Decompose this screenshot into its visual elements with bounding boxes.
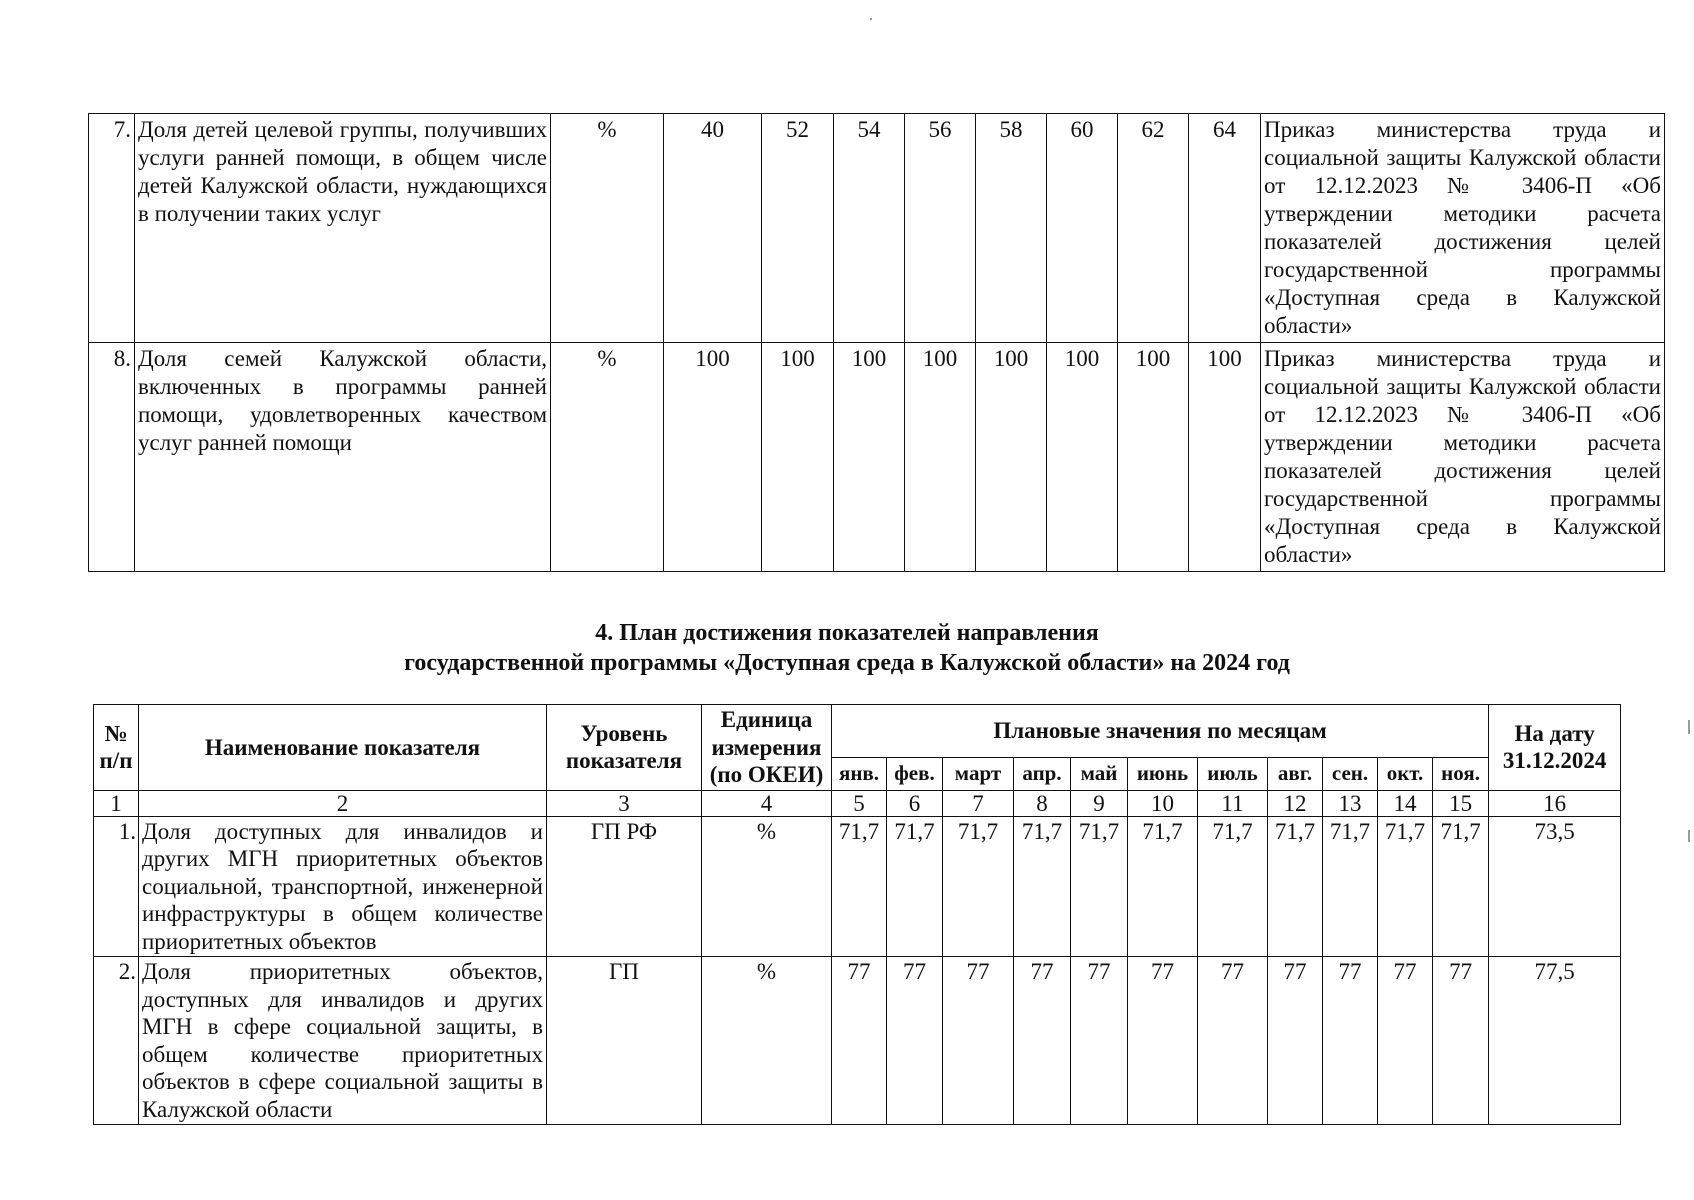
column-index-row [94, 790, 1621, 816]
row-number: 8. [89, 343, 135, 572]
month-value: 77 [887, 957, 943, 1125]
indicator-name: Доля доступных для инвалидов и других МГН приоритетных объектов социальной, транспортной, инженерной инфраструктуры в общем количестве приоритетных объектов [139, 816, 547, 957]
column-index: 16 [1489, 790, 1621, 816]
column-index: 6 [887, 790, 943, 816]
unit-cell: % [551, 114, 664, 343]
value-cell: 58 [976, 114, 1047, 343]
unit-cell: % [702, 816, 832, 957]
month-header: май [1071, 758, 1128, 790]
col-header-name: Наименование показателя [139, 705, 547, 791]
col-header-year-end: На дату 31.12.2024 [1489, 705, 1621, 791]
col-header-unit: Единица измерения (по ОКЕИ) [702, 705, 832, 791]
indicators-table-continuation [88, 113, 1665, 572]
section-heading [0, 618, 1694, 678]
indicator-name: Доля приоритетных объектов, доступных для инвалидов и других МГН в сфере социальной защиты, в общем количестве приоритетных объектов в сфере социальной защиты в Калужской области [139, 957, 547, 1125]
heading-line-1: 4. План достижения показателей направления [595, 620, 1099, 646]
month-header: фев. [887, 758, 943, 790]
value-cell: 100 [762, 343, 834, 572]
month-value: 71,7 [1198, 816, 1268, 957]
month-value: 71,7 [887, 816, 943, 957]
table-row [89, 343, 1665, 572]
month-value: 77 [1268, 957, 1323, 1125]
row-number: 7. [89, 114, 135, 343]
month-header: июнь [1128, 758, 1198, 790]
value-cell: 100 [905, 343, 976, 572]
column-index: 3 [547, 790, 702, 816]
year-end-value: 77,5 [1489, 957, 1621, 1125]
value-cell: 100 [664, 343, 762, 572]
month-value: 71,7 [1268, 816, 1323, 957]
value-cell: 52 [762, 114, 834, 343]
month-value: 77 [1378, 957, 1433, 1125]
column-index: 11 [1198, 790, 1268, 816]
indicator-name: Доля детей целевой группы, получивших услуги ранней помощи, в общем числе детей Калужской области, нуждающихся в получении таких услуг [135, 114, 551, 343]
table-row [89, 114, 1665, 343]
month-header: сен. [1323, 758, 1378, 790]
scan-artifact [870, 18, 872, 20]
month-header: авг. [1268, 758, 1323, 790]
scan-artifact [1688, 720, 1690, 734]
month-header: март [943, 758, 1014, 790]
col-header-monthly: Плановые значения по месяцам [832, 705, 1489, 758]
value-cell: 60 [1047, 114, 1118, 343]
column-index: 8 [1014, 790, 1071, 816]
column-index: 12 [1268, 790, 1323, 816]
month-value: 77 [1323, 957, 1378, 1125]
year-end-value: 73,5 [1489, 816, 1621, 957]
unit-cell: % [551, 343, 664, 572]
unit-cell: % [702, 957, 832, 1125]
table-row [94, 957, 1621, 1125]
monthly-plan-table [93, 704, 1621, 1125]
value-cell: 54 [834, 114, 905, 343]
indicator-level: ГП РФ [547, 816, 702, 957]
value-cell: 100 [1047, 343, 1118, 572]
value-cell: 64 [1189, 114, 1261, 343]
month-value: 71,7 [943, 816, 1014, 957]
table-row [94, 816, 1621, 957]
value-cell: 100 [976, 343, 1047, 572]
month-header: апр. [1014, 758, 1071, 790]
value-cell: 100 [1118, 343, 1189, 572]
month-value: 77 [1128, 957, 1198, 1125]
methodology-document: Приказ министерства труда и социальной защиты Калужской области от 12.12.2023 № 3406-П «Об утверждении методики расчета показателей достижения целей государственной программы «Доступная среда в Калужской области» [1261, 343, 1665, 572]
month-value: 77 [832, 957, 887, 1125]
methodology-document: Приказ министерства труда и социальной защиты Калужской области от 12.12.2023 № 3406-П «Об утверждении методики расчета показателей достижения целей государственной программы «Доступная среда в Калужской области» [1261, 114, 1665, 343]
month-value: 71,7 [1071, 816, 1128, 957]
month-header: янв. [832, 758, 887, 790]
month-header: ноя. [1433, 758, 1489, 790]
value-cell: 100 [834, 343, 905, 572]
scan-artifact [1688, 830, 1690, 842]
column-index: 10 [1128, 790, 1198, 816]
row-number: 2. [94, 957, 139, 1125]
month-value: 77 [1014, 957, 1071, 1125]
value-cell: 62 [1118, 114, 1189, 343]
header-row [94, 705, 1621, 758]
value-cell: 56 [905, 114, 976, 343]
column-index: 9 [1071, 790, 1128, 816]
column-index: 2 [139, 790, 547, 816]
month-value: 77 [1071, 957, 1128, 1125]
month-value: 71,7 [1433, 816, 1489, 957]
month-value: 71,7 [832, 816, 887, 957]
column-index: 1 [94, 790, 139, 816]
indicator-level: ГП [547, 957, 702, 1125]
month-header: июль [1198, 758, 1268, 790]
month-value: 77 [1433, 957, 1489, 1125]
month-header: окт. [1378, 758, 1433, 790]
col-header-level: Уровень показателя [547, 705, 702, 791]
value-cell: 40 [664, 114, 762, 343]
column-index: 15 [1433, 790, 1489, 816]
month-value: 77 [943, 957, 1014, 1125]
month-value: 77 [1198, 957, 1268, 1125]
indicator-name: Доля семей Калужской области, включенных в программы ранней помощи, удовлетворенных качеством услуг ранней помощи [135, 343, 551, 572]
column-index: 13 [1323, 790, 1378, 816]
column-index: 7 [943, 790, 1014, 816]
column-index: 14 [1378, 790, 1433, 816]
value-cell: 100 [1189, 343, 1261, 572]
month-value: 71,7 [1128, 816, 1198, 957]
col-header-number: № п/п [94, 705, 139, 791]
column-index: 5 [832, 790, 887, 816]
heading-line-2: государственной программы «Доступная среда в Калужской области» на 2024 год [404, 650, 1290, 676]
month-value: 71,7 [1323, 816, 1378, 957]
row-number: 1. [94, 816, 139, 957]
column-index: 4 [702, 790, 832, 816]
month-value: 71,7 [1014, 816, 1071, 957]
month-value: 71,7 [1378, 816, 1433, 957]
